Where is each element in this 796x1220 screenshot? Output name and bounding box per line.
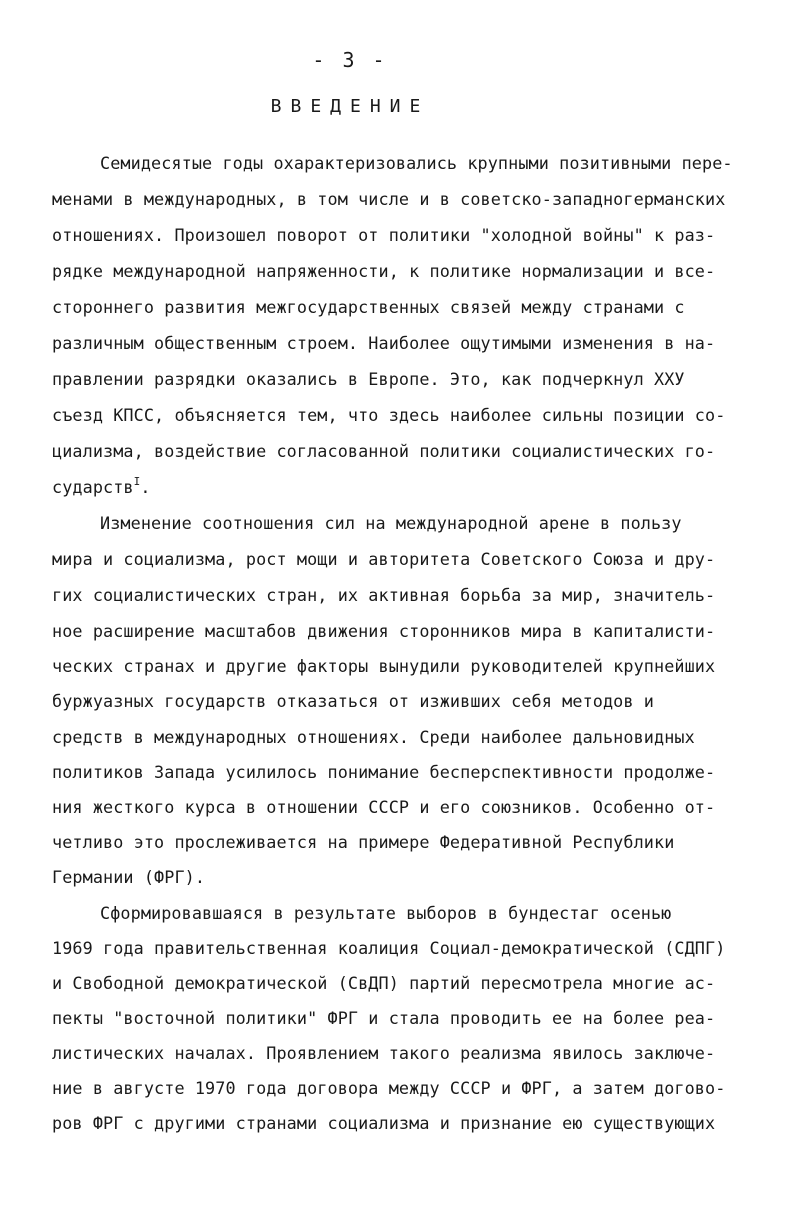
text-line: менами в международных, в том числе и в советско-западногерманских <box>52 189 726 209</box>
page-number: - 3 - <box>312 48 388 72</box>
text-line: рядке международной напряженности, к политике нормализации и все- <box>52 261 716 281</box>
text-line-with-footnote <box>52 472 151 502</box>
page-title: ВВЕДЕНИЕ <box>270 96 430 117</box>
text-fragment: сударств <box>52 477 134 497</box>
text-line: пекты "восточной политики" ФРГ и стала проводить ее на более реа- <box>52 1008 716 1028</box>
text-line: четливо это прослеживается на примере Федеративной Республики <box>52 832 675 852</box>
text-line: съезд КПСС, объясняется тем, что здесь наиболее сильны позиции со- <box>52 405 726 425</box>
text-line: 1969 года правительственная коалиция Социал-демократической (СДПГ) <box>52 938 726 958</box>
text-line: стороннего развития межгосударственных связей между странами с <box>52 297 685 317</box>
text-line: циализма, воздействие согласованной политики социалистических го- <box>52 441 716 461</box>
text-line: мира и социализма, рост мощи и авторитета Советского Союза и дру- <box>52 549 716 569</box>
text-line: гих социалистических стран, их активная борьба за мир, значитель- <box>52 585 716 605</box>
text-fragment: . <box>140 477 151 497</box>
text-line: ное расширение масштабов движения сторонников мира в капиталисти- <box>52 621 716 641</box>
text-line: буржуазных государств отказаться от изживших себя методов и <box>52 691 654 711</box>
text-line: ния жесткого курса в отношении СССР и его союзников. Особенно от- <box>52 797 716 817</box>
text-line: правлении разрядки оказались в Европе. Это, как подчеркнул XXУ <box>52 369 685 389</box>
text-line: Германии (ФРГ). <box>52 867 206 887</box>
text-line: ческих странах и другие факторы вынудили руководителей крупнейших <box>52 656 716 676</box>
footnote-mark: I <box>133 475 141 488</box>
text-line: листических началах. Проявлением такого реализма явилось заключе- <box>52 1043 716 1063</box>
text-line: средств в международных отношениях. Среди наиболее дальновидных <box>52 727 695 747</box>
text-line: отношениях. Произошел поворот от политики "холодной войны" к раз- <box>52 225 716 245</box>
text-line: различным общественным строем. Наиболее ощутимыми изменения в на- <box>52 333 716 353</box>
text-line: Изменение соотношения сил на международной арене в пользу <box>100 513 682 533</box>
text-line: ние в августе 1970 года договора между СССР и ФРГ, а затем догово- <box>52 1078 726 1098</box>
text-line: политиков Запада усилилось понимание бесперспективности продолже- <box>52 762 716 782</box>
text-line: Сформировавшаяся в результате выборов в бундестаг осенью <box>100 903 672 923</box>
text-line: ров ФРГ с другими странами социализма и признание ею существующих <box>52 1113 716 1133</box>
text-line: Семидесятые годы охарактеризовались крупными позитивными пере- <box>100 153 733 173</box>
text-line: и Свободной демократической (СвДП) партий пересмотрела многие ас- <box>52 973 716 993</box>
